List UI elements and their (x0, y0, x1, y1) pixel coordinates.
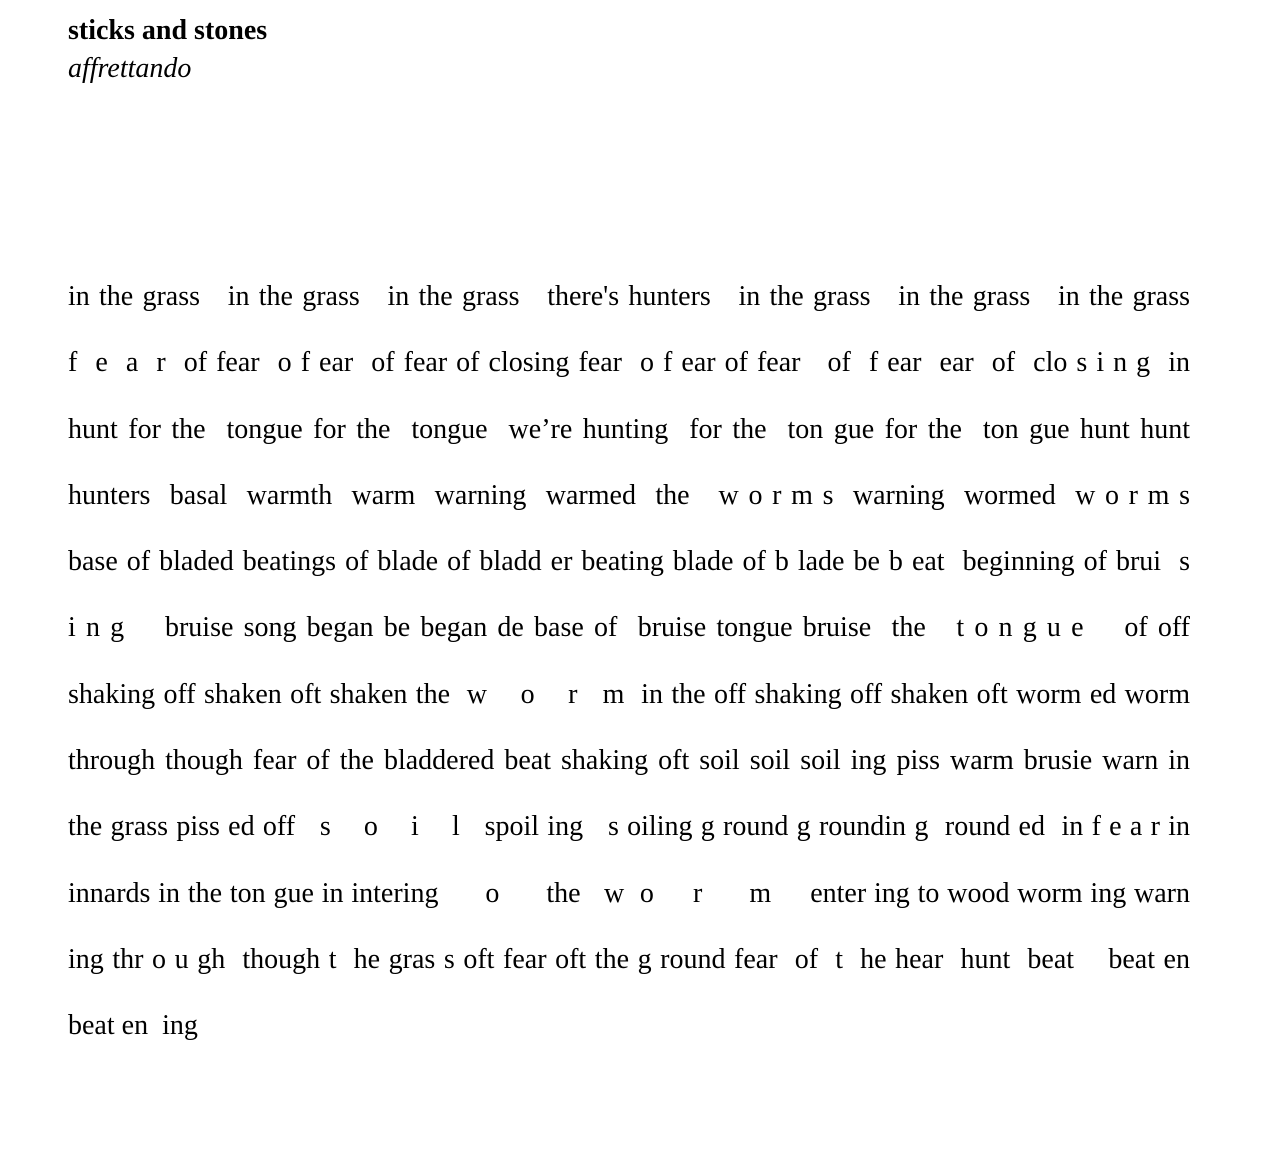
poem-title: sticks and stones (68, 15, 268, 46)
poem-line: ing thr o u gh though t he gras s oft fear oft the g round fear of t he hear hunt beat beat en (68, 943, 1190, 975)
poem-line: through though fear of the bladdered beat shaking oft soil soil soil ing piss warm brusie warn in (68, 745, 1190, 777)
poem-line: hunt for the tongue for the tongue we’re hunting for the ton gue for the ton gue hunt hunt (68, 413, 1190, 445)
poem-body (68, 278, 1190, 1074)
poem-line: innards in the ton gue in intering o the w o r m enter ing to wood worm ing warn (68, 877, 1190, 909)
poem-line: base of bladed beatings of blade of bladd er beating blade of b lade be b eat beginning of brui s (68, 546, 1190, 578)
poem-line: the grass piss ed off s o i l spoil ing s oiling g round g roundin g round ed in f e a r in (68, 811, 1190, 843)
poem-subtitle: affrettando (68, 53, 192, 84)
poem-line: shaking off shaken oft shaken the w o r m in the off shaking off shaken oft worm ed worm (68, 678, 1190, 710)
poem-line: i n g bruise song began be began de base of bruise tongue bruise the t o n g u e of off (68, 612, 1190, 644)
poem-line: f e a r of fear o f ear of fear of closing fear o f ear of fear of f ear ear of clo s i n g in (68, 347, 1190, 379)
poem-line: beat en ing (68, 1010, 198, 1042)
poem-line: hunters basal warmth warm warning warmed the w o r m s warning wormed w o r m s (68, 479, 1190, 511)
poem-line: in the grass in the grass in the grass there's hunters in the grass in the grass in the grass (68, 281, 1190, 312)
